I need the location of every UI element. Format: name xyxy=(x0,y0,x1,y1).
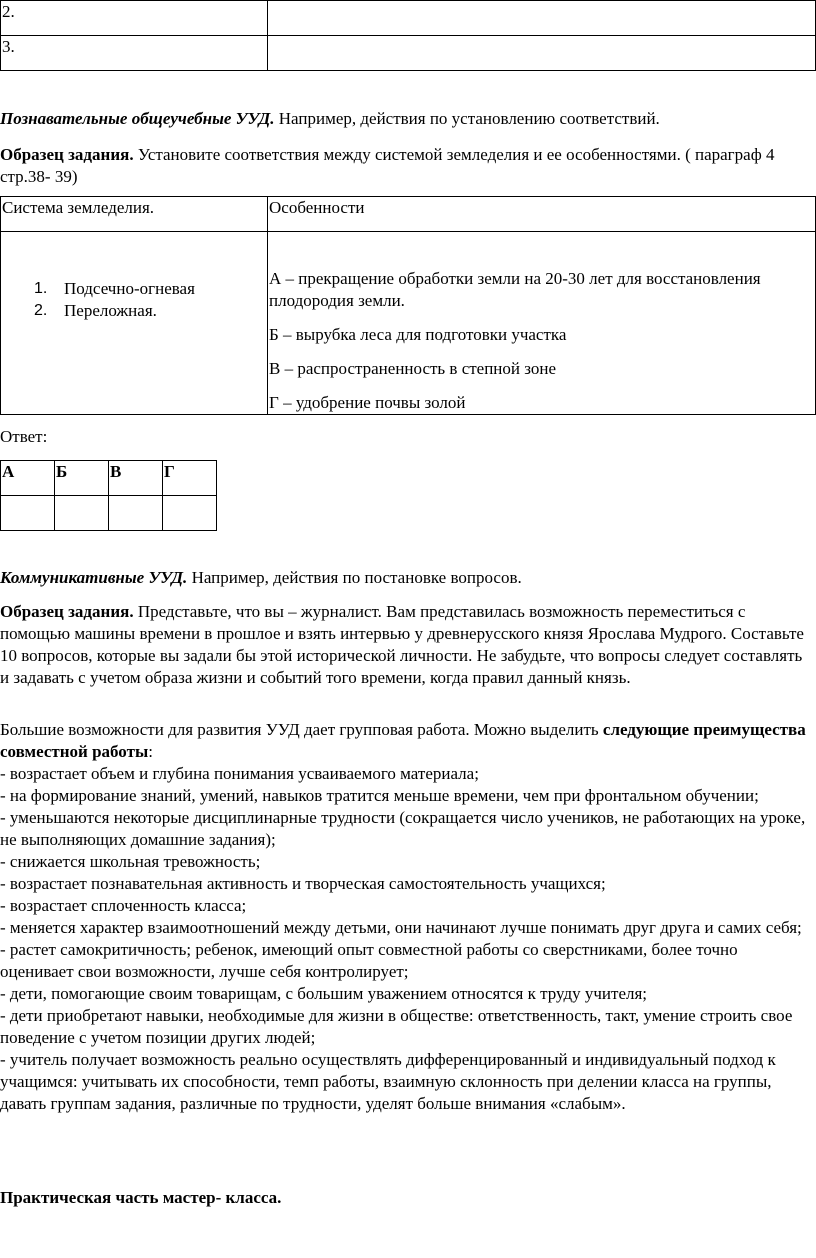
list-item: - возрастает познавательная активность и творческая самостоятельность учащихся; xyxy=(0,874,606,893)
task1-label: Образец задания. xyxy=(0,145,134,164)
list-item: - на формирование знаний, умений, навыков тратится меньше времени, чем при фронтальном обучении; xyxy=(0,786,759,805)
practical-title: Практическая часть мастер- класса. xyxy=(0,1188,282,1207)
cognitive-title: Познавательные общеучебные УУД. xyxy=(0,109,275,128)
communicative-title: Коммуникативные УУД. xyxy=(0,568,188,587)
table-row xyxy=(1,1,816,36)
answer-header-v: В xyxy=(109,461,163,496)
task2-paragraph xyxy=(0,601,814,689)
table-row xyxy=(1,496,217,531)
header-features: Особенности xyxy=(268,197,816,232)
list-item xyxy=(2,300,267,322)
group-work-bold: следующие преимущества совместной работы xyxy=(0,720,806,761)
list-item xyxy=(2,278,267,300)
table-cell: 3. xyxy=(1,36,268,71)
answer-label: Ответ: xyxy=(0,427,48,446)
answer-cell xyxy=(1,496,55,531)
answer-cell xyxy=(109,496,163,531)
task1-paragraph xyxy=(0,144,814,188)
list-item: - учитель получает возможность реально осуществлять дифференцированный и индивидуальный подход к учащимся: учитывать их способности, темп работы, взаимную склонность при делении класса на группы, давать группам задания, различные по трудности, уделят больше внимания «слабым». xyxy=(0,1050,776,1113)
table-cell: 2. xyxy=(1,1,268,36)
group-work-colon: : xyxy=(148,742,153,761)
list-number: 2. xyxy=(34,302,48,319)
cognitive-text: Например, действия по установлению соответствий. xyxy=(274,109,660,128)
communicative-paragraph xyxy=(0,567,814,589)
feature-d: Г – удобрение почвы золой xyxy=(269,393,466,412)
list-item: - дети, помогающие своим товарищам, с большим уважением относятся к труду учителя; xyxy=(0,984,648,1003)
answer-header-g: Г xyxy=(163,461,217,496)
table-row xyxy=(1,36,816,71)
numbered-table xyxy=(0,0,816,71)
header-system: Система земледелия. xyxy=(1,197,268,232)
feature-a: А – прекращение обработки земли на 20-30 лет для восстановления плодородия земли. xyxy=(269,269,761,310)
list-item: - уменьшаются некоторые дисциплинарные трудности (сокращается число учеников, не работающих на уроке, не выполняющих домашние задания); xyxy=(0,808,806,849)
answer-cell xyxy=(163,496,217,531)
table-cell xyxy=(268,1,816,36)
system-name: Переложная. xyxy=(64,301,157,320)
list-item: - меняется характер взаимоотношений между детьми, они начинают лучше понимать друг друга и самих себя; xyxy=(0,918,802,937)
list-item: - возрастает объем и глубина понимания усваиваемого материала; xyxy=(0,764,479,783)
list-item: - дети приобретают навыки, необходимые для жизни в обществе: ответственность, такт, умение строить свое поведение с учетом позиции других людей; xyxy=(0,1006,793,1047)
task2-text: Представьте, что вы – журналист. Вам представилась возможность переместиться с помощью машины времени в прошлое и взять интервью у древнерусского князя Ярослава Мудрого. Составьте 10 вопросов, которые вы задали бы этой исторической личности. Не забудьте, что вопросы следует составлять и задавать с учетом образа жизни и событий того времени, когда правил данный князь. xyxy=(0,602,804,687)
systems-list xyxy=(2,278,267,322)
answer-header-a: А xyxy=(1,461,55,496)
table-row xyxy=(1,232,816,415)
feature-b: Б – вырубка леса для подготовки участка xyxy=(269,325,567,344)
list-item: - возрастает сплоченность класса; xyxy=(0,896,247,915)
task2-label: Образец задания. xyxy=(0,602,134,621)
system-name: Подсечно-огневая xyxy=(64,279,195,298)
list-number: 1. xyxy=(34,280,48,297)
features-cell xyxy=(268,232,816,415)
table-header-row xyxy=(1,461,217,496)
systems-cell xyxy=(1,232,268,415)
answer-cell xyxy=(55,496,109,531)
group-work-intro: Большие возможности для развития УУД дает групповая работа. Можно выделить xyxy=(0,720,603,739)
communicative-text: Например, действия по постановке вопросов. xyxy=(187,568,522,587)
table-cell xyxy=(268,36,816,71)
table-header-row xyxy=(1,197,816,232)
feature-c: В – распространенность в степной зоне xyxy=(269,359,557,378)
list-item: - растет самокритичность; ребенок, имеющий опыт совместной работы со сверстниками, более точно оценивает свои возможности, лучше себя контролирует; xyxy=(0,940,738,981)
answer-table xyxy=(0,460,217,531)
answer-header-b: Б xyxy=(55,461,109,496)
list-item: - снижается школьная тревожность; xyxy=(0,852,261,871)
task1-text: Установите соответствия между системой земледелия и ее особенностями. ( параграф 4 стр.38- 39) xyxy=(0,145,775,186)
cognitive-paragraph xyxy=(0,108,814,130)
group-work-section xyxy=(0,719,814,1115)
systems-table xyxy=(0,196,816,415)
